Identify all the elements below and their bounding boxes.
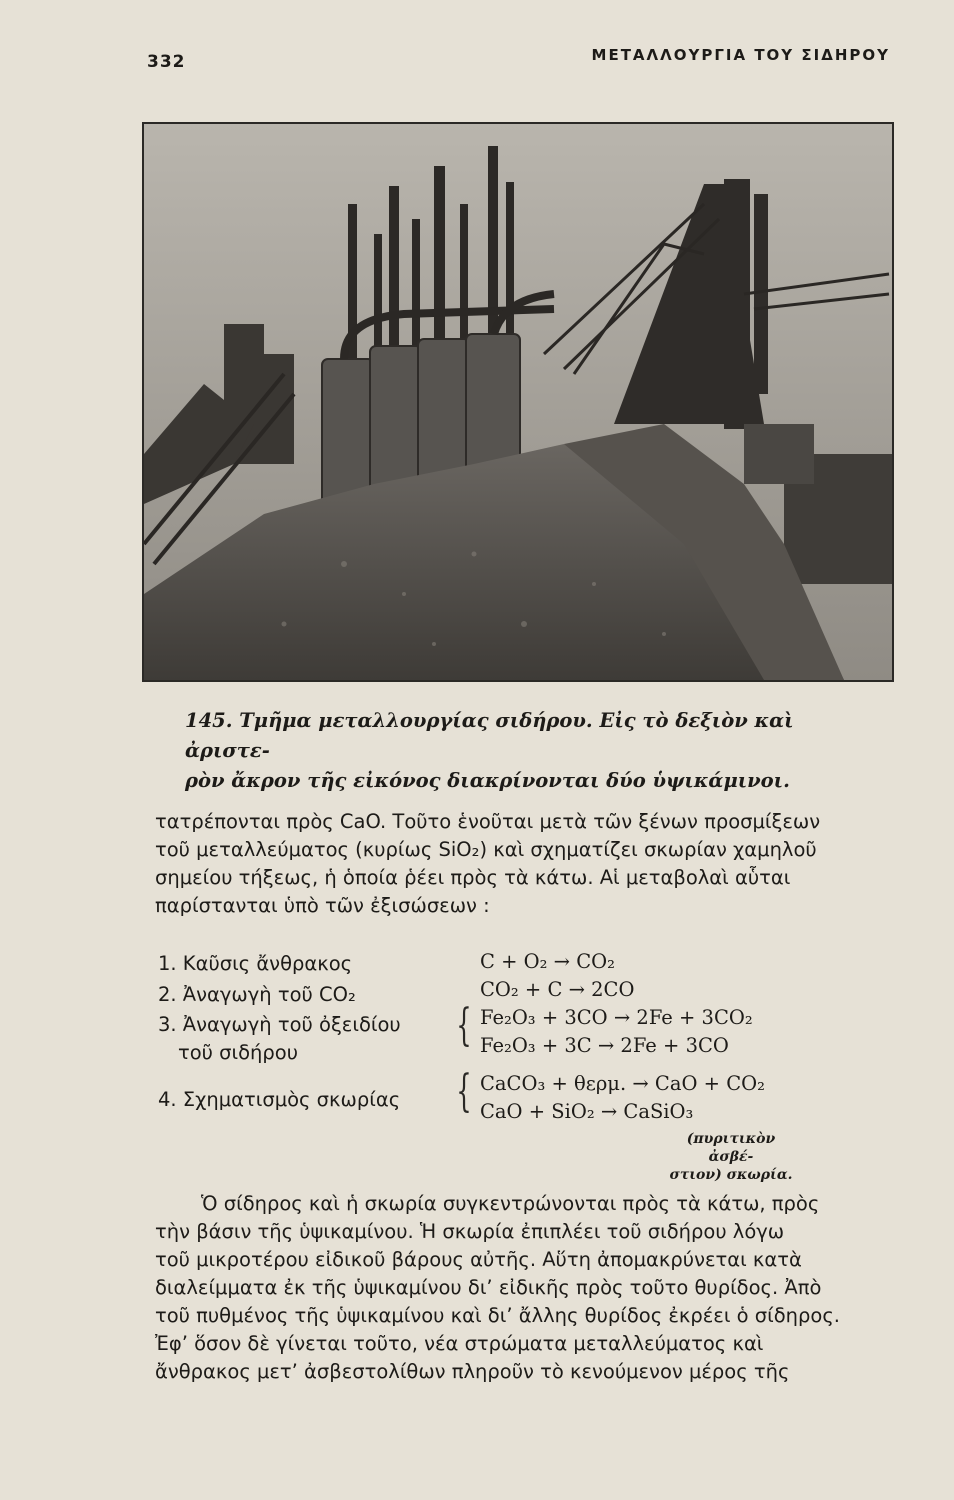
text-line: διαλείμματα ἐκ τῆς ὑψικαμίνου δι’ εἰδικῆς πρὸς τοῦτο θυρίδος. Ἀπὸ xyxy=(155,1276,822,1299)
brace-icon: { xyxy=(456,1066,472,1117)
equation-label-3a: 3. Ἀναγωγὴ τοῦ ὀξειδίου xyxy=(158,1013,401,1036)
caption-line-1: 145. Τμῆμα μεταλλουργίας σιδήρου. Εἰς τὸ δεξιὸν καὶ ἀριστε- xyxy=(185,709,794,762)
equation-label-2: 2. Ἀναγωγὴ τοῦ CO₂ xyxy=(158,983,356,1006)
text-line: τοῦ μεταλλεύματος (κυρίως SiO₂) καὶ σχηματίζει σκωρίαν χαμηλοῦ xyxy=(155,838,817,861)
note-line-2: στιον) σκωρία. xyxy=(669,1167,793,1183)
equation-label-4: 4. Σχηματισμὸς σκωρίας xyxy=(158,1088,401,1111)
text-line: Ὁ σίδηρος καὶ ἡ σκωρία συγκεντρώνονται πρὸς τὰ κάτω, πρὸς xyxy=(201,1192,820,1215)
text-line: Ἐφ’ ὅσον δὲ γίνεται τοῦτο, νέα στρώματα μεταλλεύματος καὶ xyxy=(155,1332,764,1355)
text-line: ἄνθρακος μετ’ ἀσβεστολίθων πληροῦν τὸ κενούμενον μέρος τῆς xyxy=(155,1360,790,1383)
brace-icon: { xyxy=(456,1000,472,1051)
caption-line-2: ρὸν ἄκρον τῆς εἰκόνος διακρίνονται δύο ὑψικάμινοι. xyxy=(185,769,790,792)
slag-note xyxy=(668,1130,794,1184)
text-line: τατρέπονται πρὸς CaO. Τοῦτο ἑνοῦται μετὰ τῶν ξένων προσμίξεων xyxy=(155,810,821,833)
equation-1: C + O₂ → CO₂ xyxy=(480,950,615,973)
note-line-1: (πυριτικὸν ἀσβέ- xyxy=(686,1131,776,1165)
text-line: παρίστανται ὑπὸ τῶν ἐξισώσεων : xyxy=(155,894,490,917)
figure-caption xyxy=(185,706,885,796)
page-number: 332 xyxy=(147,52,186,72)
equation-3b: Fe₂O₃ + 3C → 2Fe + 3CO xyxy=(480,1034,729,1057)
equation-2: CO₂ + C → 2CO xyxy=(480,978,635,1001)
equation-label-1: 1. Καῦσις ἄνθρακος xyxy=(158,952,353,975)
text-line: σημείου τήξεως, ἡ ὁποία ῥέει πρὸς τὰ κάτω. Αἱ μεταβολαὶ αὗται xyxy=(155,866,791,889)
text-line: τὴν βάσιν τῆς ὑψικαμίνου. Ἡ σκωρία ἐπιπλέει τοῦ σιδήρου λόγω xyxy=(155,1220,785,1243)
text-line: τοῦ μικροτέρου εἰδικοῦ βάρους αὐτῆς. Αὕτη ἀπομακρύνεται κατὰ xyxy=(155,1248,802,1271)
text-line: τοῦ πυθμένος τῆς ὑψικαμίνου καὶ δι’ ἄλλης θυρίδος ἐκρέει ὁ σίδηρος. xyxy=(155,1304,840,1327)
blast-furnace-photo xyxy=(142,122,894,682)
equation-label-3b: τοῦ σιδήρου xyxy=(178,1041,298,1064)
running-title: ΜΕΤΑΛΛΟΥΡΓΙΑ ΤΟΥ ΣΙΔΗΡΟΥ xyxy=(591,46,890,64)
equation-4a: CaCO₃ + θερμ. → CaO + CO₂ xyxy=(480,1072,765,1095)
equation-3a: Fe₂O₃ + 3CO → 2Fe + 3CO₂ xyxy=(480,1006,753,1029)
paragraph-2 xyxy=(155,1190,912,1386)
paragraph-1 xyxy=(155,808,912,920)
equation-4b: CaO + SiO₂ → CaSiO₃ xyxy=(480,1100,694,1123)
